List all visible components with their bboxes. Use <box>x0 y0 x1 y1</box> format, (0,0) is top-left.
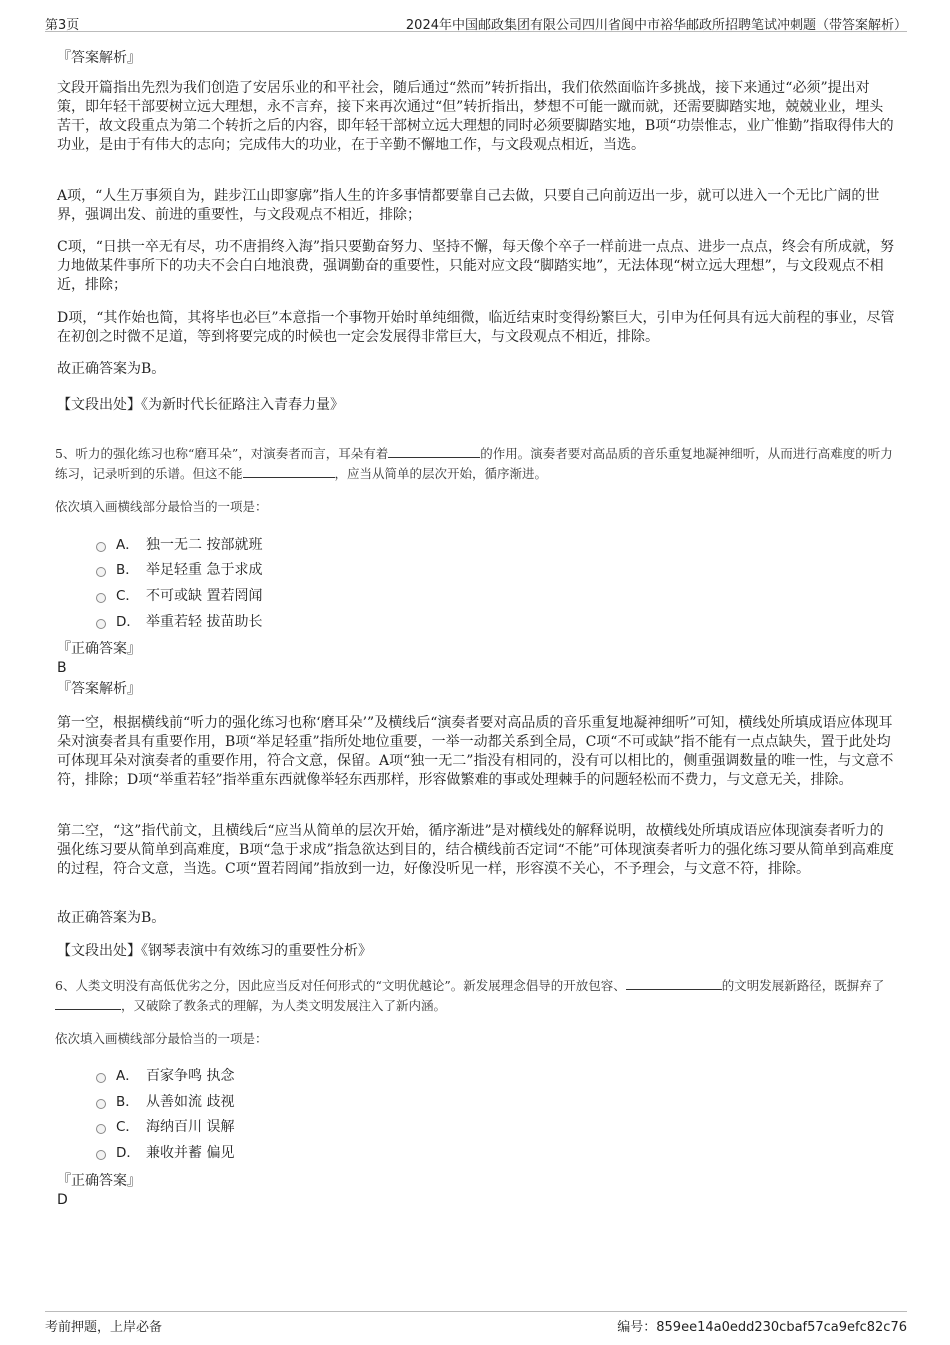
radio-icon[interactable] <box>96 593 106 603</box>
radio-icon[interactable] <box>96 1124 106 1134</box>
radio-icon[interactable] <box>96 1099 106 1109</box>
radio-icon[interactable] <box>96 567 106 577</box>
q6-stem-part-1: 6、人类文明没有高低优劣之分，因此应当反对任何形式的“文明优越论”。新发展理念倡导的开放包容、 <box>55 978 626 993</box>
q4-analysis-p2: A项，“人生万事须自为，跬步江山即寥廓”指人生的许多事情都要靠自己去做，只要自己向前迈出一步，就可以进入一个无比广阔的世界，强调出发、前进的重要性，与文段观点不相近，排除； <box>57 188 880 223</box>
q5-conclusion: 故正确答案为B。 <box>57 910 166 926</box>
option-text: 举重若轻 拔苗助长 <box>146 614 263 630</box>
q5-analysis-label: 『答案解析』 <box>57 681 141 697</box>
q6-stem-part-2: 的文明发展新路径，既摒弃了 <box>721 978 885 993</box>
option-letter: B． <box>116 562 139 578</box>
q5-option-d[interactable] <box>96 613 262 631</box>
q6-option-d[interactable] <box>96 1144 234 1162</box>
q5-stem-part-2: 的作用。演奏者要对高品质的音乐重复地凝神细听，从而进行高难度的听力练习，记录听到的乐谱。但这不能 <box>55 446 893 481</box>
q5-analysis-p2: 第二空，“这”指代前文，且横线后“应当从简单的层次开始，循序渐进”是对横线处的解释说明，故横线处所填成语应体现演奏者听力的强化练习要从简单到高难度，B项“急于求成”指急欲达到目的，结合横线前否定词“不能”可体现演奏者听力的强化练习要从简单到高难度的过程，符合文意，当选。C项“置若罔闻”指放到一边，好像没听见一样，形容漠不关心，不予理会，与文意不符，排除。 <box>57 823 894 877</box>
page-header <box>45 10 907 32</box>
q5-blank-1 <box>388 445 480 458</box>
radio-icon[interactable] <box>96 1073 106 1083</box>
q6-option-c[interactable] <box>96 1118 234 1136</box>
q5-source: 【文段出处】《钢琴表演中有效练习的重要性分析》 <box>57 943 372 959</box>
q6-stem-part-3: ，又破除了教条式的理解，为人类文明发展注入了新内涵。 <box>121 998 447 1013</box>
option-text: 独一无二 按部就班 <box>146 537 263 553</box>
q4-analysis-p4: D项，“其作始也简，其将毕也必巨”本意指一个事物开始时单纯细微，临近结束时变得纷繁巨大，引申为任何具有远大前程的事业，尽管在初创之时微不足道，等到将要完成的时候也一定会发展得非常巨大，与文段观点不相近，排除。 <box>57 310 895 345</box>
q5-stem-part-3: ，应当从简单的层次开始，循序渐进。 <box>334 466 548 481</box>
q6-instruction: 依次填入画横线部分最恰当的一项是： <box>55 1031 268 1046</box>
q5-blank-2 <box>243 465 335 478</box>
q4-conclusion: 故正确答案为B。 <box>57 361 166 377</box>
q6-option-b[interactable] <box>96 1093 234 1111</box>
q4-analysis-label: 『答案解析』 <box>57 50 141 66</box>
option-letter: C． <box>116 1119 139 1135</box>
page-number: 第3页 <box>45 18 80 33</box>
option-letter: B． <box>116 1094 139 1110</box>
q5-stem-part-1: 5、听力的强化练习也称“磨耳朵”，对演奏者而言，耳朵有着 <box>55 446 389 461</box>
q4-analysis-p3: C项，“日拱一卒无有尽，功不唐捐终入海”指只要勤奋努力、坚持不懈，每天像个卒子一样前进一点点、进步一点点，终会有所成就，努力地做某件事所下的功夫不会白白地浪费，强调勤奋的重要性，只能对应文段“脚踏实地”，无法体现“树立远大理想”，与文段观点不相近，排除； <box>57 239 895 293</box>
q5-correct-answer: B <box>57 660 67 676</box>
q6-correct-label: 『正确答案』 <box>57 1173 141 1189</box>
option-letter: D． <box>116 1145 140 1161</box>
radio-icon[interactable] <box>96 542 106 552</box>
page-footer <box>45 1311 907 1335</box>
option-letter: A． <box>116 1068 139 1084</box>
option-letter: D． <box>116 614 140 630</box>
footer-code: 编号：859ee14a0edd230cbaf57ca9efc82c76 <box>617 1320 907 1335</box>
q5-option-a[interactable] <box>96 536 262 554</box>
q5-option-c[interactable] <box>96 587 262 605</box>
q5-correct-label: 『正确答案』 <box>57 641 141 657</box>
q6-blank-2 <box>55 997 121 1010</box>
radio-icon[interactable] <box>96 619 106 629</box>
document-title: 2024年中国邮政集团有限公司四川省阆中市裕华邮政所招聘笔试冲刺题（带答案解析） <box>405 18 907 33</box>
q6-stem <box>55 976 897 1016</box>
q4-analysis-p1: 文段开篇指出先烈为我们创造了安居乐业的和平社会，随后通过“然而”转折指出，我们依然面临许多挑战，接下来通过“必须”提出对策，即年轻干部要树立远大理想，永不言弃，接下来再次通过“但”转折指出，梦想不可能一蹴而就，还需要脚踏实地，兢兢业业，埋头苦干，故文段重点为第二个转折之后的内容，即年轻干部树立远大理想的同时必须要脚踏实地，B项“功崇惟志，业广惟勤”指取得伟大的功业，是由于有伟大的志向；完成伟大的功业，在于辛勤不懈地工作，与文段观点相近，当选。 <box>57 80 894 153</box>
radio-icon[interactable] <box>96 1150 106 1160</box>
q6-correct-answer: D <box>57 1192 68 1208</box>
option-text: 举足轻重 急于求成 <box>146 562 263 578</box>
option-text: 从善如流 歧视 <box>146 1094 235 1110</box>
q4-source: 【文段出处】《为新时代长征路注入青春力量》 <box>57 397 344 413</box>
q6-blank-1 <box>626 977 722 990</box>
option-text: 百家争鸣 执念 <box>146 1068 235 1084</box>
footer-slogan: 考前押题，上岸必备 <box>45 1320 163 1335</box>
q5-instruction: 依次填入画横线部分最恰当的一项是： <box>55 499 268 514</box>
option-letter: A． <box>116 537 139 553</box>
q5-option-b[interactable] <box>96 561 262 579</box>
option-text: 不可或缺 置若罔闻 <box>146 588 263 604</box>
option-text: 海纳百川 误解 <box>146 1119 235 1135</box>
q6-option-a[interactable] <box>96 1067 234 1085</box>
q5-analysis-p1: 第一空，根据横线前“听力的强化练习也称‘磨耳朵’”及横线后“演奏者要对高品质的音乐重复地凝神细听”可知，横线处所填成语应体现耳朵对演奏者具有重要作用，B项“举足轻重”指所处地位重要，一举一动都关系到全局，C项“不可或缺”指不能有一点点缺失，置于此处均可体现耳朵对演奏者的重要作用，符合文意，保留。A项“独一无二”指没有相同的，没有可以相比的，侧重强调数量的唯一性，与文意不符，排除；D项“举重若轻”指举重东西就像举轻东西那样，形容做繁难的事或处理棘手的问题轻松而不费力，与文意无关，排除。 <box>57 715 894 788</box>
q5-stem <box>55 444 897 484</box>
option-text: 兼收并蓄 偏见 <box>146 1145 235 1161</box>
option-letter: C． <box>116 588 139 604</box>
